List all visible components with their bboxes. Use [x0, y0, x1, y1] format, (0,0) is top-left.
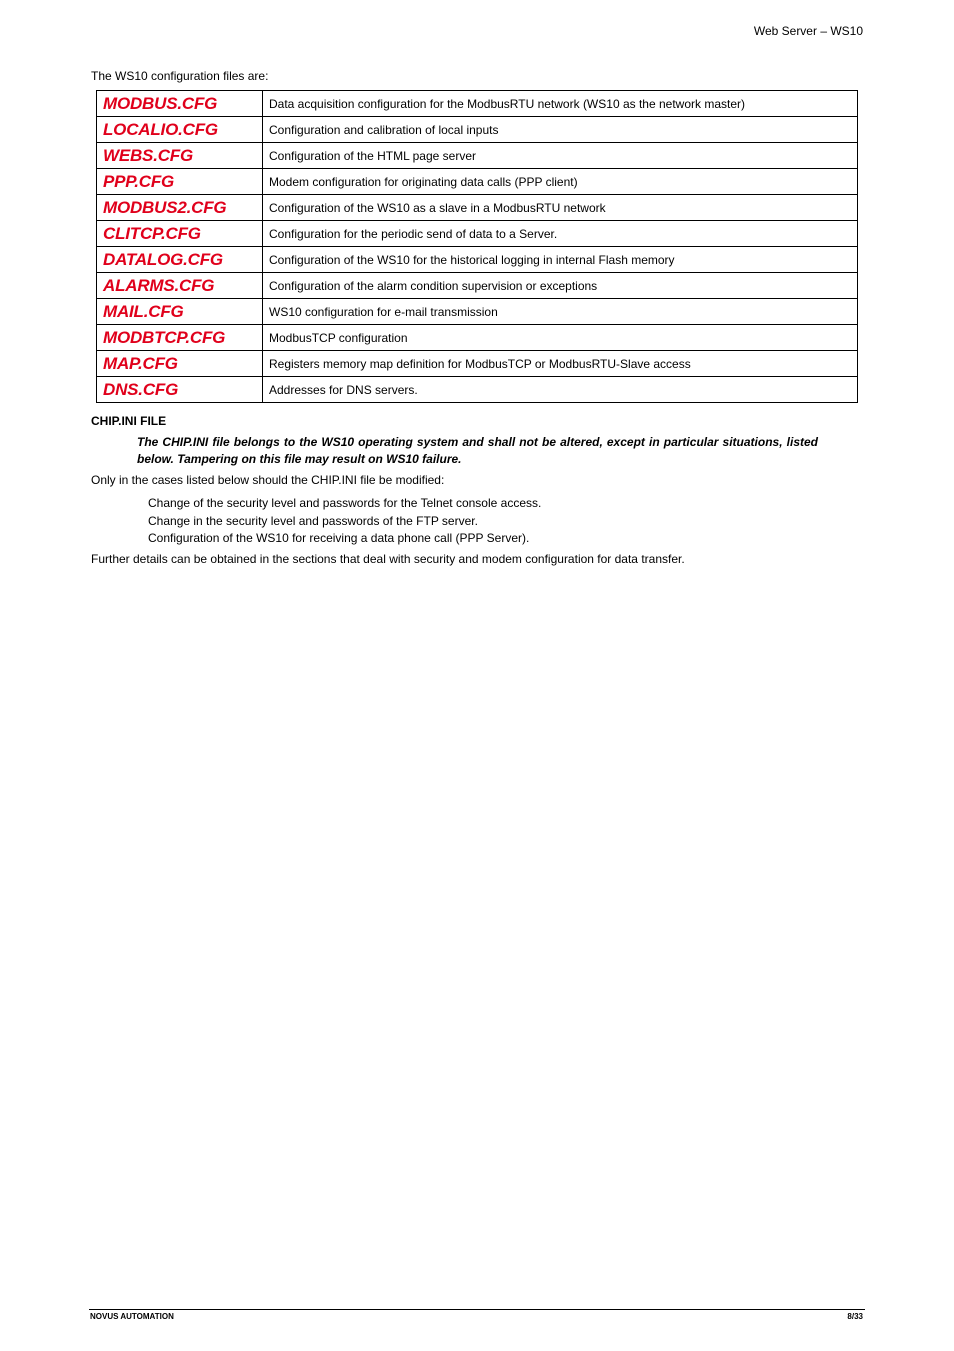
- list-item: Change in the security level and passwords of the FTP server.: [148, 513, 478, 528]
- config-file-name: ALARMS.CFG: [97, 273, 263, 299]
- config-file-name: MAP.CFG: [97, 351, 263, 377]
- table-row: [97, 299, 858, 325]
- config-file-name: WEBS.CFG: [97, 143, 263, 169]
- chip-ini-warning: The CHIP.INI file belongs to the WS10 operating system and shall not be altered, except in particular situations, listed below. Tampering on this file may result on WS10 failure.: [137, 435, 818, 466]
- config-files-table: [96, 90, 858, 403]
- config-file-name: LOCALIO.CFG: [97, 117, 263, 143]
- table-row: [97, 169, 858, 195]
- table-row: [97, 117, 858, 143]
- config-file-description: Configuration of the HTML page server: [263, 143, 858, 169]
- table-row: [97, 143, 858, 169]
- table-row: [97, 325, 858, 351]
- page-header-title: Web Server – WS10: [753, 24, 863, 38]
- config-file-description: Configuration of the alarm condition supervision or exceptions: [263, 273, 858, 299]
- table-row: [97, 221, 858, 247]
- intro-text: The WS10 configuration files are:: [91, 69, 269, 83]
- footer-company: NOVUS AUTOMATION: [90, 1312, 174, 1321]
- section-title-chip-ini: CHIP.INI FILE: [91, 414, 167, 428]
- table-row: [97, 247, 858, 273]
- config-file-description: Configuration for the periodic send of data to a Server.: [263, 221, 858, 247]
- config-file-description: Addresses for DNS servers.: [263, 377, 858, 403]
- config-file-description: Configuration of the WS10 for the historical logging in internal Flash memory: [263, 247, 858, 273]
- config-file-name: DNS.CFG: [97, 377, 263, 403]
- config-file-description: Configuration of the WS10 as a slave in a ModbusRTU network: [263, 195, 858, 221]
- footer-page-number: 8/33: [847, 1312, 863, 1321]
- config-file-name: MODBUS2.CFG: [97, 195, 263, 221]
- table-row: [97, 273, 858, 299]
- config-file-name: CLITCP.CFG: [97, 221, 263, 247]
- table-row: [97, 377, 858, 403]
- config-file-description: Registers memory map definition for ModbusTCP or ModbusRTU-Slave access: [263, 351, 858, 377]
- config-file-name: MODBTCP.CFG: [97, 325, 263, 351]
- config-file-name: MAIL.CFG: [97, 299, 263, 325]
- config-file-description: WS10 configuration for e-mail transmission: [263, 299, 858, 325]
- table-row: [97, 195, 858, 221]
- footer-divider: [89, 1309, 865, 1310]
- config-file-name: DATALOG.CFG: [97, 247, 263, 273]
- config-file-description: Modem configuration for originating data calls (PPP client): [263, 169, 858, 195]
- config-file-description: ModbusTCP configuration: [263, 325, 858, 351]
- config-file-name: PPP.CFG: [97, 169, 263, 195]
- table-row: [97, 91, 858, 117]
- chip-ini-intro: Only in the cases listed below should the CHIP.INI file be modified:: [91, 473, 445, 487]
- config-file-description: Configuration and calibration of local inputs: [263, 117, 858, 143]
- list-item: Configuration of the WS10 for receiving a data phone call (PPP Server).: [148, 531, 530, 545]
- further-details-text: Further details can be obtained in the sections that deal with security and modem configuration for data transfer.: [91, 552, 685, 566]
- config-file-description: Data acquisition configuration for the ModbusRTU network (WS10 as the network master): [263, 91, 858, 117]
- table-row: [97, 351, 858, 377]
- list-item: Change of the security level and passwords for the Telnet console access.: [148, 496, 542, 510]
- config-file-name: MODBUS.CFG: [97, 91, 263, 117]
- chip-ini-cases-list: [148, 495, 541, 548]
